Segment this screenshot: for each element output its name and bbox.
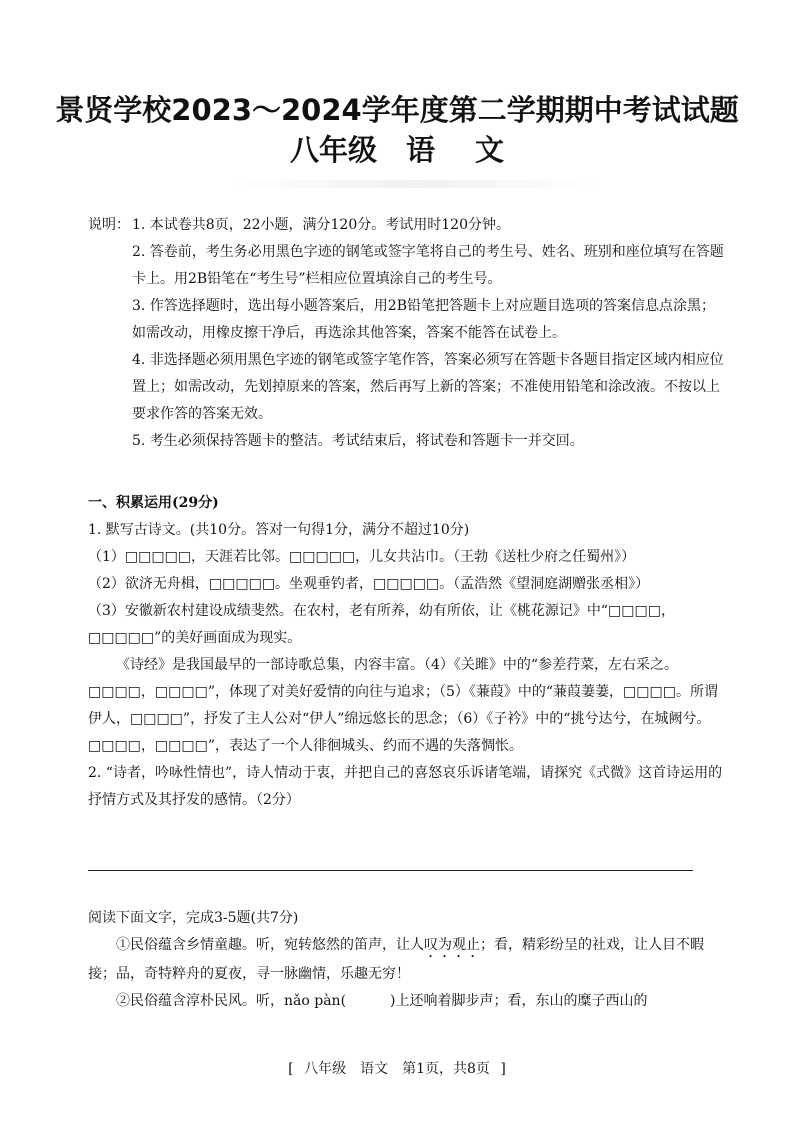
- answer-line: [88, 870, 693, 871]
- section-accumulation: [88, 490, 728, 814]
- scan-smudge: [230, 180, 600, 188]
- reading-text: ；看，精彩纷呈的社戏，让人目不暇接；品，奇特粹舟的夏夜，寻一脉幽情，乐趣无穷！: [88, 937, 704, 982]
- reading-text: ①民俗蕴含乡情童趣。听，宛转悠然的笛声，让人: [116, 937, 424, 953]
- question-1-line-2: （2）欲济无舟楫，□□□□□。坐观垂钓者，□□□□□。（孟浩然《望洞庭湖赠张丞相》）: [88, 576, 650, 592]
- reading-paragraph-1: [88, 932, 728, 988]
- instruction-item-1: [88, 212, 728, 239]
- instructions-label: 说明：: [88, 217, 130, 233]
- reading-text: )上还响着脚步声；看，东山的糜子西山的: [390, 993, 648, 1009]
- instructions: [88, 212, 728, 455]
- instruction-item-3: 3. 作答选择题时，选出每小题答案后，用2B铅笔把答题卡上对应题目选项的答案信息点涂黑；如需改动，用橡皮擦干净后，再选涂其他答案，答案不能答在试卷上。: [132, 298, 716, 341]
- pinyin-prompt: nǎo pàn(: [284, 993, 347, 1009]
- section-heading: 一、积累运用(29分): [88, 495, 219, 511]
- exam-title: 景贤学校2023～2024学年度第二学期期中考试试题: [55, 93, 739, 127]
- exam-subtitle: 八年级 语 文: [289, 133, 505, 167]
- reading-text: ②民俗蕴含淳朴民风。听，: [116, 993, 284, 1009]
- instruction-text: 1. 本试卷共8页，22小题，满分120分。考试用时120分钟。: [132, 217, 510, 233]
- reading-intro: 阅读下面文字，完成3-5题(共7分): [88, 910, 299, 926]
- instruction-item-5: 5. 考生必须保持答题卡的整洁。考试结束后，将试卷和答题卡一并交回。: [132, 433, 584, 449]
- instruction-item-2: 2. 答卷前，考生务必用黑色字迹的钢笔或签字笔将自己的考生号、姓名、班别和座位填写在答题卡上。用2B铅笔在“考生号”栏相应位置填涂自己的考生号。: [132, 244, 724, 287]
- question-1-paragraph: 《诗经》是我国最早的一部诗歌总集，内容丰富。（4）《关雎》中的“参差荇菜，左右采之。□□□□，□□□□”，体现了对美好爱情的向往与追求；（5）《蒹葭》中的“蒹葭萋萋，□□□□。所谓伊人，□□□□”，抒发了主人公对“伊人”绵远悠长的思念；（6）《子衿》中的“挑兮达兮，在城阙兮。□□□□，□□□□”，表达了一个人徘徊城头、约而不遇的失落惆怅。: [88, 657, 718, 754]
- question-1-stem: 1. 默写古诗文。(共10分。答对一句得1分，满分不超过10分): [88, 522, 470, 538]
- question-1-line-1: （1）□□□□□，天涯若比邻。□□□□□，儿女共沾巾。（王勃《送杜少府之任蜀州》）: [88, 549, 636, 565]
- page-footer: [ 八年级 语文 第1页，共8页 ]: [288, 1061, 506, 1077]
- instruction-item-4: 4. 非选择题必须用黑色字迹的钢笔或签字笔作答，答案必须写在答题卡各题目指定区域内相应位置上；如需改动，先划掉原来的答案，然后再写上新的答案；不准使用铅笔和涂改液。不按以上要求作答的答案无效。: [132, 352, 724, 422]
- reading-section: [88, 905, 728, 1015]
- reading-paragraph-2: [88, 988, 728, 1015]
- emphasized-phrase: 叹为观止: [424, 937, 480, 953]
- question-1-line-3: （3）安徽新农村建设成绩斐然。在农村，老有所养，幼有所依，让《桃花源记》中“□□□□，□□□□□”的美好画面成为现实。: [88, 603, 675, 646]
- question-2-stem: 2. “诗者，吟咏性情也”，诗人情动于衷，并把自己的喜怒哀乐诉诸笔端，请探究《式微》这首诗运用的抒情方式及其抒发的感情。（2分）: [88, 765, 723, 808]
